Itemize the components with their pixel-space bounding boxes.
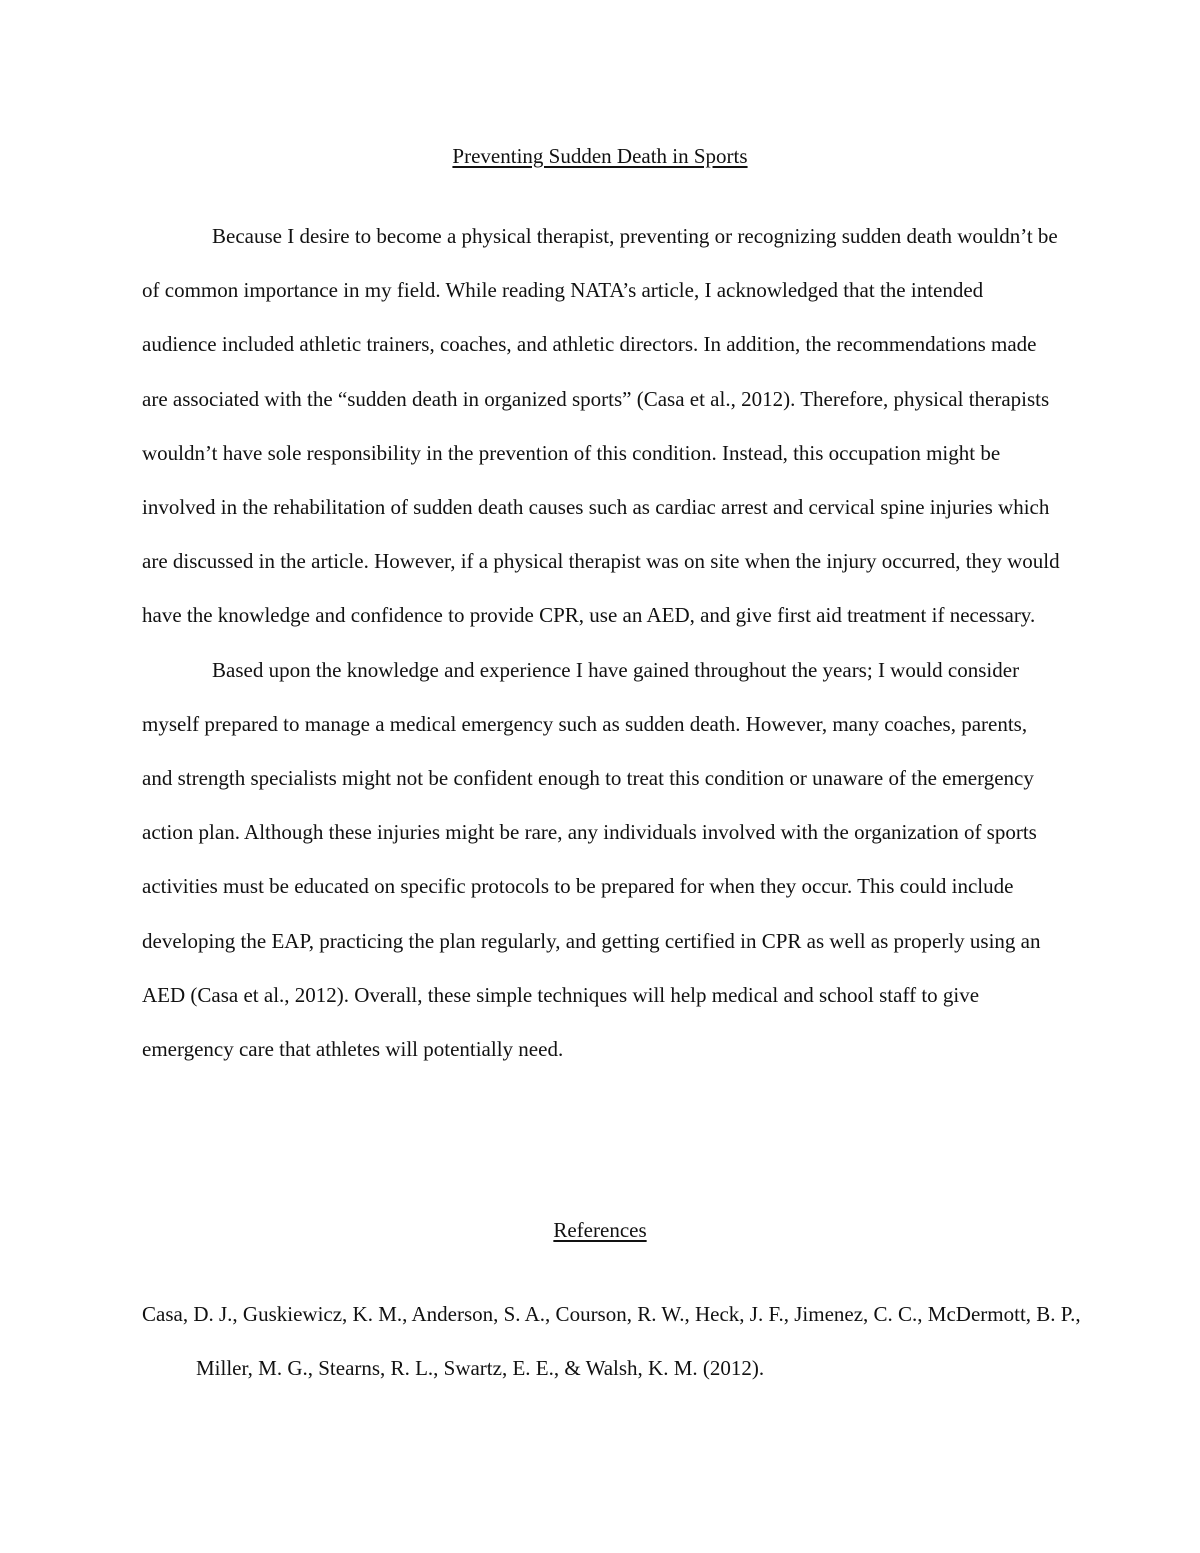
references-heading-text: References bbox=[553, 1218, 647, 1242]
paragraph-2: Based upon the knowledge and experience I have gained throughout the years; I would consider myself prepared to manage a medical emergency such as sudden death. However, many coaches, parents, and strength specialists might not be confident enough to treat this condition or unaware of the emergency action plan. Although these injuries might be rare, any individuals involved with the organization of sports activities must be educated on specific protocols to be prepared for when they occur. This could include developing the EAP, practicing the plan regularly, and getting certified in CPR as well as properly using an AED (Casa et al., 2012). Overall, these simple techniques will help medical and school staff to give emergency care that athletes will potentially need. bbox=[142, 657, 1041, 1062]
document-title bbox=[0, 140, 1200, 172]
paragraph-1: Because I desire to become a physical therapist, preventing or recognizing sudden death wouldn’t be of common importance in my field. While reading NATA’s article, I acknowledged that the intended audience included athletic trainers, coaches, and athletic directors. In addition, the recommendations made are associated with the “sudden death in organized sports” (Casa et al., 2012). Therefore, physical therapists wouldn’t have sole responsibility in the prevention of this condition. Instead, this occupation might be involved in the rehabilitation of sudden death causes such as cardiac arrest and cervical spine injuries which are discussed in the article. However, if a physical therapist was on site when the injury occurred, they would have the knowledge and confidence to provide CPR, use an AED, and give first aid treatment if necessary. bbox=[142, 224, 1060, 628]
references-heading bbox=[0, 1214, 1200, 1246]
document-title-text: Preventing Sudden Death in Sports bbox=[452, 144, 748, 168]
document-body bbox=[142, 209, 1062, 1076]
reference-entry: Casa, D. J., Guskiewicz, K. M., Anderson, S. A., Courson, R. W., Heck, J. F., Jimenez, C. C., McDermott, B. P., Miller, M. G., Stearns, R. L., Swartz, E. E., & Walsh, K. M. (2012). bbox=[142, 1302, 1081, 1381]
